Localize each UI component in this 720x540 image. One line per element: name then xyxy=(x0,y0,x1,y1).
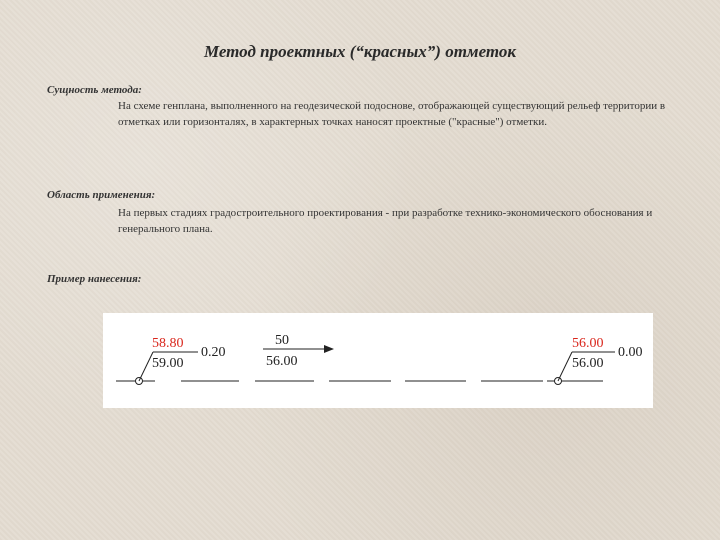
right-mark-black-value: 56.00 xyxy=(572,356,604,371)
left-mark-difference: 0.20 xyxy=(201,345,226,360)
section-example-heading: Пример нанесения: xyxy=(47,273,142,285)
left-elevation-mark xyxy=(136,336,226,385)
section-essence-heading: Сущность метода: xyxy=(47,84,142,96)
right-mark-red-value: 56.00 xyxy=(572,336,604,351)
left-mark-leader-line xyxy=(139,352,153,381)
right-elevation-mark xyxy=(555,336,643,385)
slope-bottom-value: 56.00 xyxy=(266,354,298,369)
section-application-text: На первых стадиях градостроительного проектирования - при разработке технико-экономического обоснования и генерального плана. xyxy=(118,207,653,235)
middle-slope-mark xyxy=(263,333,333,369)
section-essence-text: На схеме генплана, выполненного на геодезической подоснове, отображающей существующий рельеф территории в отметках или горизонталях, в характерных точках наносят проектные ("красные") отметки. xyxy=(118,100,666,128)
slide-title: Метод проектных (“красных”) отметок xyxy=(203,42,517,61)
elevation-marks-figure xyxy=(103,313,653,408)
left-mark-red-value: 58.80 xyxy=(152,336,184,351)
right-mark-difference: 0.00 xyxy=(618,345,643,360)
slope-top-value: 50 xyxy=(275,333,289,348)
right-mark-leader-line xyxy=(558,352,572,381)
left-mark-black-value: 59.00 xyxy=(152,356,184,371)
elevation-marks-drawing xyxy=(103,313,653,408)
section-application-heading: Область применения: xyxy=(47,189,156,201)
